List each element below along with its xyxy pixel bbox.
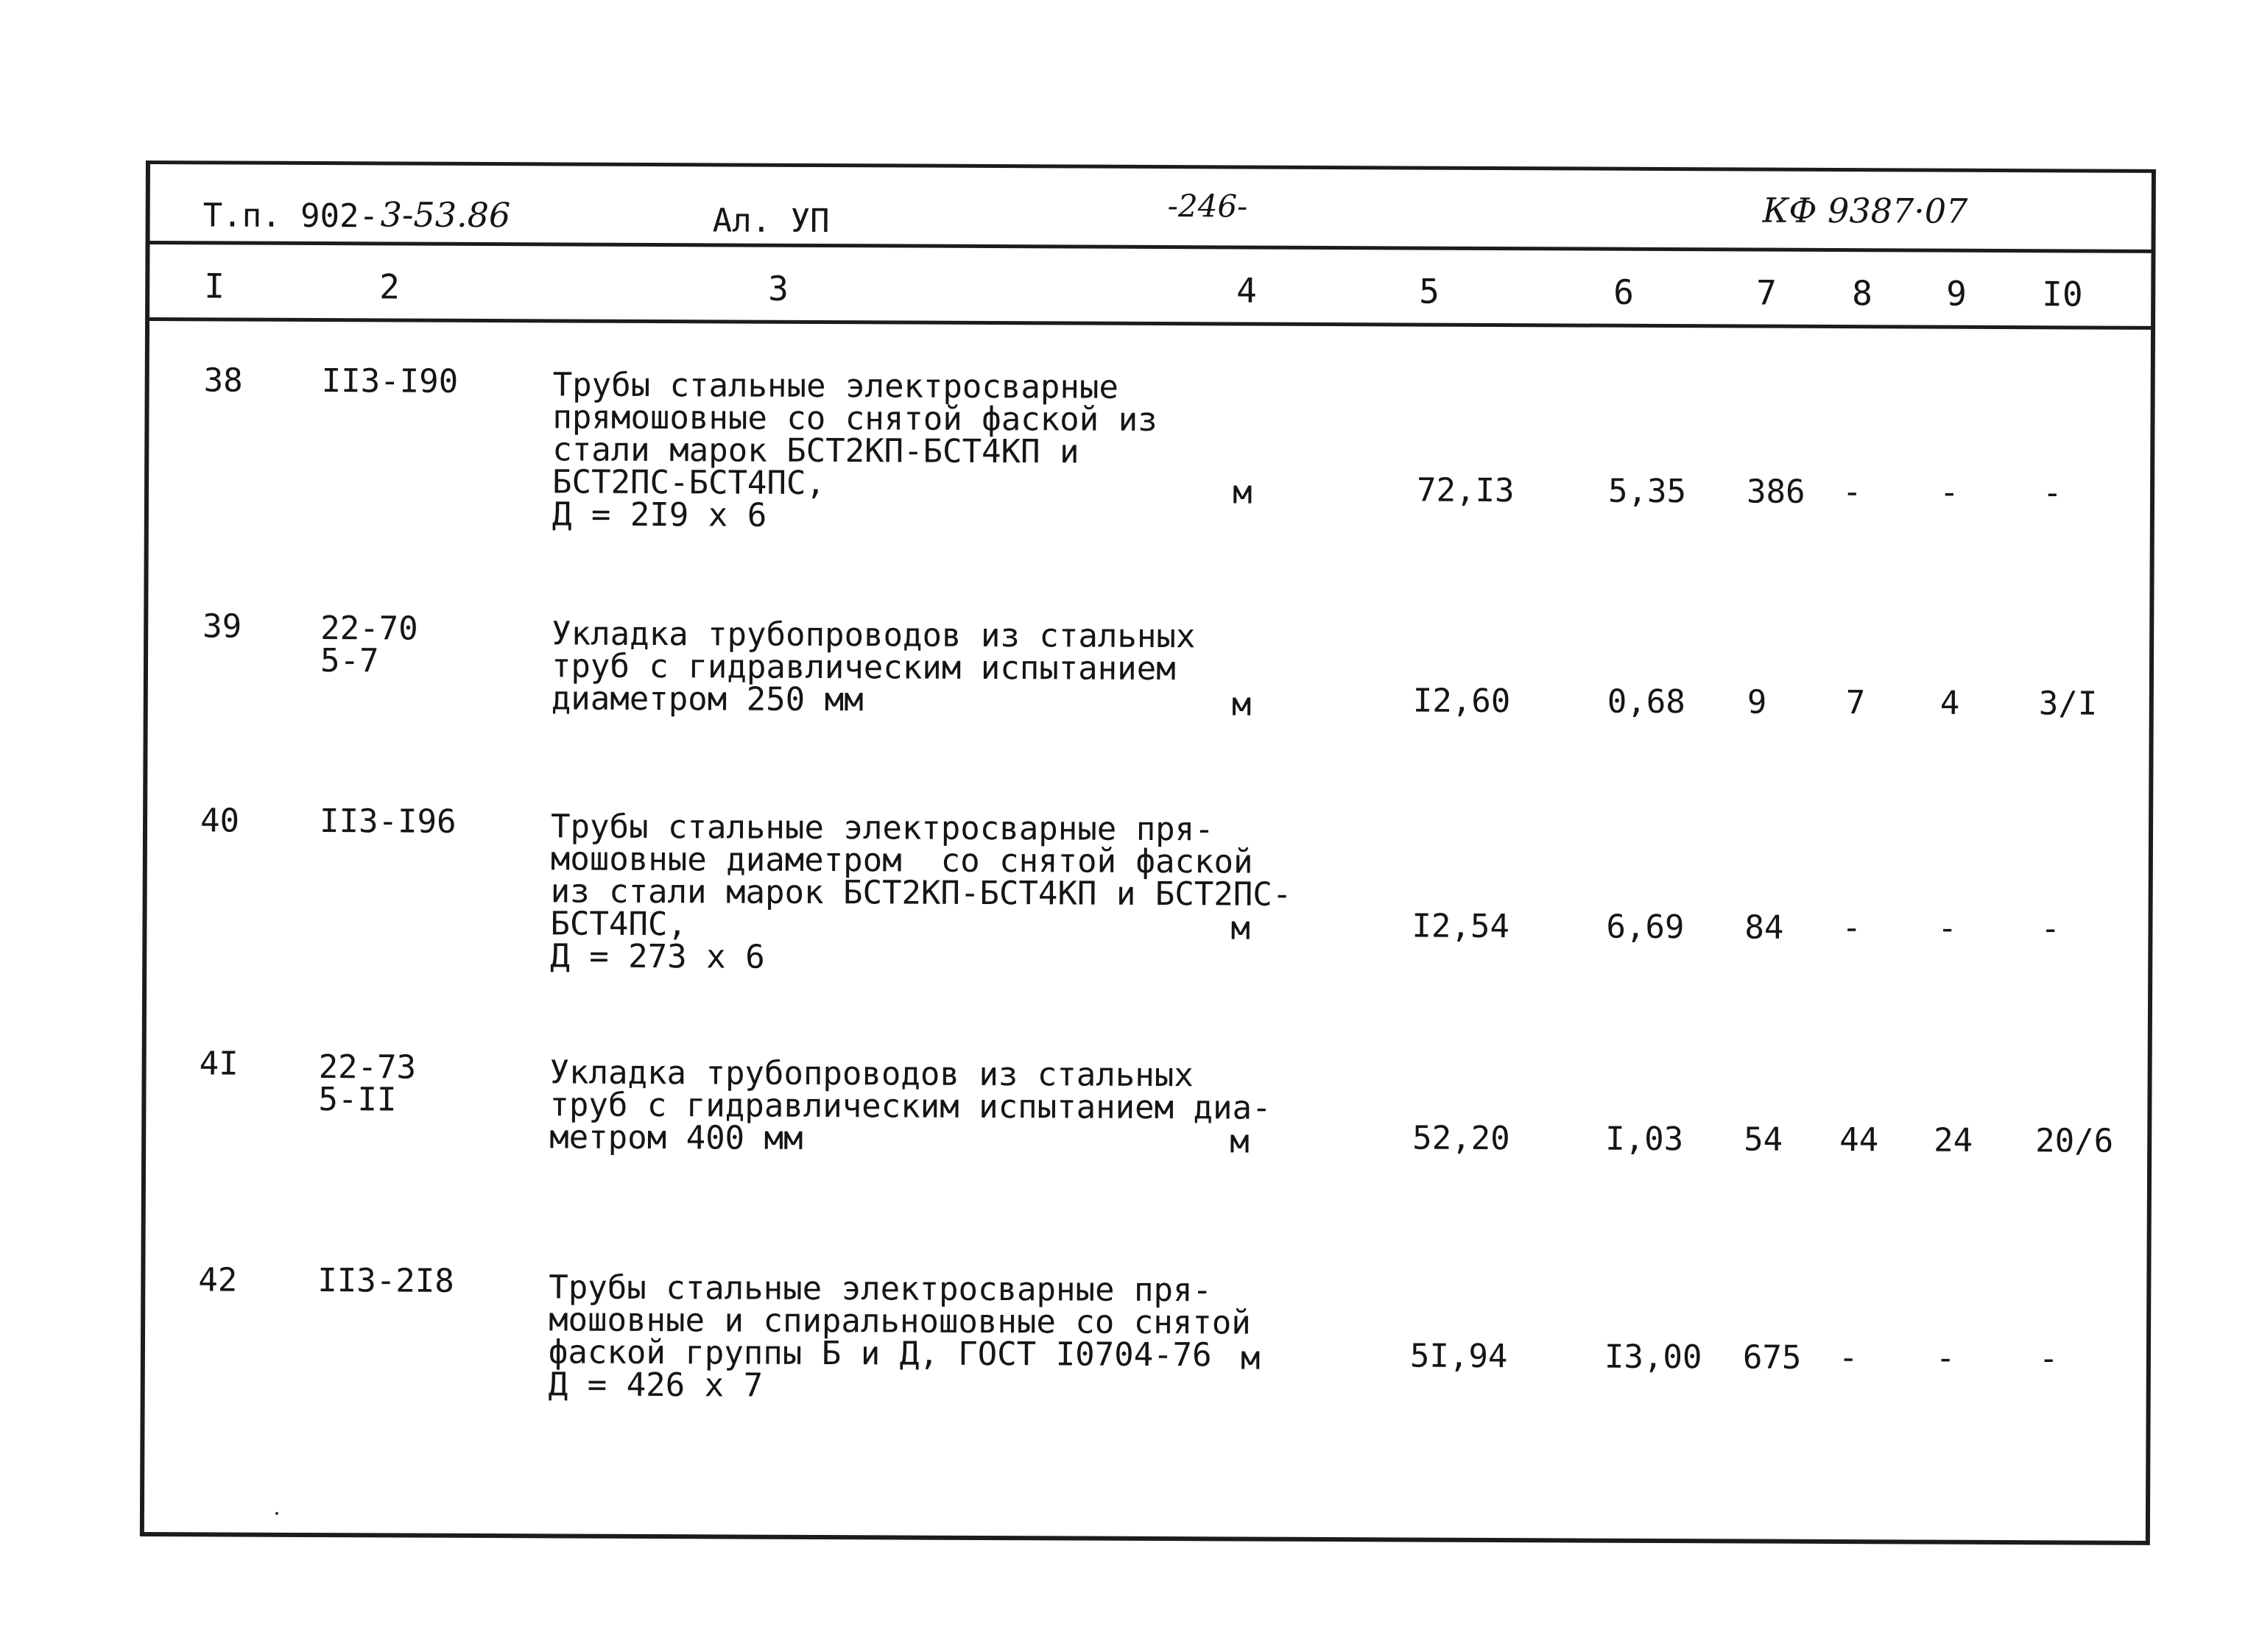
col7-value: 675 xyxy=(1742,1338,1802,1377)
col10-value: - xyxy=(2042,474,2062,512)
album-label: Ал. УП xyxy=(712,202,830,241)
row-number: 39 xyxy=(202,607,242,646)
unit: м xyxy=(1231,685,1252,724)
page-number: -246- xyxy=(1167,188,1248,225)
col-header-5: 5 xyxy=(1419,271,1440,311)
col10-value: 3/I xyxy=(2038,685,2098,723)
col-header-1: I xyxy=(204,266,225,306)
document-code: КФ 9387·07 xyxy=(1762,190,1968,231)
quantity: I2,60 xyxy=(1412,682,1511,721)
col8-value: - xyxy=(1838,1339,1858,1377)
col6-value: 5,35 xyxy=(1607,472,1687,511)
norm-code: II3-I96 xyxy=(319,802,457,841)
header-bottom-rule xyxy=(149,317,2151,330)
norm-code: II3-2I8 xyxy=(317,1262,454,1300)
project-suffix-handwritten: 3-53.86 xyxy=(380,194,511,236)
col7-value: 9 xyxy=(1747,683,1767,721)
header-top-rule xyxy=(150,241,2152,253)
unit: м xyxy=(1230,1123,1250,1161)
col9-value: - xyxy=(1939,473,1959,512)
col7-value: 386 xyxy=(1746,473,1805,511)
col9-value: 4 xyxy=(1939,684,1960,722)
row-number: 38 xyxy=(203,361,243,400)
col-header-10: I0 xyxy=(2042,274,2083,314)
norm-code: II3-I90 xyxy=(321,362,459,400)
col6-value: I3,00 xyxy=(1604,1338,1702,1377)
col-header-8: 8 xyxy=(1852,273,1873,314)
col-header-4: 4 xyxy=(1236,270,1258,311)
item-description: Трубы стальные электросварные пря- мошовные и спиральношовные со снятой фаской группы Б и Д, ГОСТ I0704-76 Д = 426 x 7 xyxy=(548,1268,1251,1405)
unit: м xyxy=(1232,473,1252,512)
item-description: Укладка трубопроводов из стальных труб с гидравлическим испытанием диаметром 250 мм xyxy=(551,615,1196,719)
col8-value: - xyxy=(1842,473,1862,512)
col6-value: 6,69 xyxy=(1606,908,1685,947)
norm-code: 22-70 5-7 xyxy=(320,610,418,680)
quantity: 5I,94 xyxy=(1409,1337,1508,1376)
col6-value: I,03 xyxy=(1605,1120,1684,1159)
item-description: Трубы стальные электросварные прямошовные со снятой фаской из стали марок БСТ2КП-БСТ4КП и БСТ2ПС-БСТ4ПС, Д = 2I9 x 6 xyxy=(552,366,1158,534)
norm-code: 22-73 5-II xyxy=(318,1048,417,1119)
col-header-7: 7 xyxy=(1756,272,1777,313)
unit: м xyxy=(1240,1339,1261,1377)
col8-value: 7 xyxy=(1845,684,1866,722)
col-header-2: 2 xyxy=(379,266,401,307)
col8-value: - xyxy=(1842,909,1862,947)
quantity: I2,54 xyxy=(1412,907,1510,946)
col7-value: 54 xyxy=(1744,1120,1783,1159)
col10-value: 20/6 xyxy=(2035,1122,2114,1160)
col-header-9: 9 xyxy=(1946,273,1967,314)
item-description: Укладка трубопроводов из стальных труб с гидравлическим испытанием диа- метром 400 мм xyxy=(549,1053,1272,1157)
table-frame xyxy=(140,160,2156,1545)
unit: м xyxy=(1230,909,1251,947)
row-number: 42 xyxy=(198,1261,238,1299)
col-header-6: 6 xyxy=(1613,272,1635,312)
quantity: 72,I3 xyxy=(1416,471,1515,510)
col10-value: - xyxy=(2040,910,2061,948)
scan-speck xyxy=(275,1512,278,1515)
col7-value: 84 xyxy=(1744,908,1784,947)
row-number: 4I xyxy=(199,1045,239,1083)
quantity: 52,20 xyxy=(1412,1119,1510,1158)
col9-value: - xyxy=(1937,909,1958,947)
row-number: 40 xyxy=(200,802,240,840)
col10-value: - xyxy=(2038,1340,2059,1378)
item-description: Трубы стальные электросварные пря- мошовные диаметром со снятой фаской из стали марок БСТ2КП-БСТ4КП и БСТ2ПС- БСТ4ПС, Д = 273 x 6 xyxy=(550,808,1292,976)
col-header-3: 3 xyxy=(768,268,789,308)
col9-value: 24 xyxy=(1934,1121,1973,1159)
col6-value: 0,68 xyxy=(1607,682,1685,721)
col8-value: 44 xyxy=(1839,1121,1879,1159)
project-prefix: Т.п. 902- xyxy=(202,197,379,236)
col9-value: - xyxy=(1935,1339,1956,1377)
